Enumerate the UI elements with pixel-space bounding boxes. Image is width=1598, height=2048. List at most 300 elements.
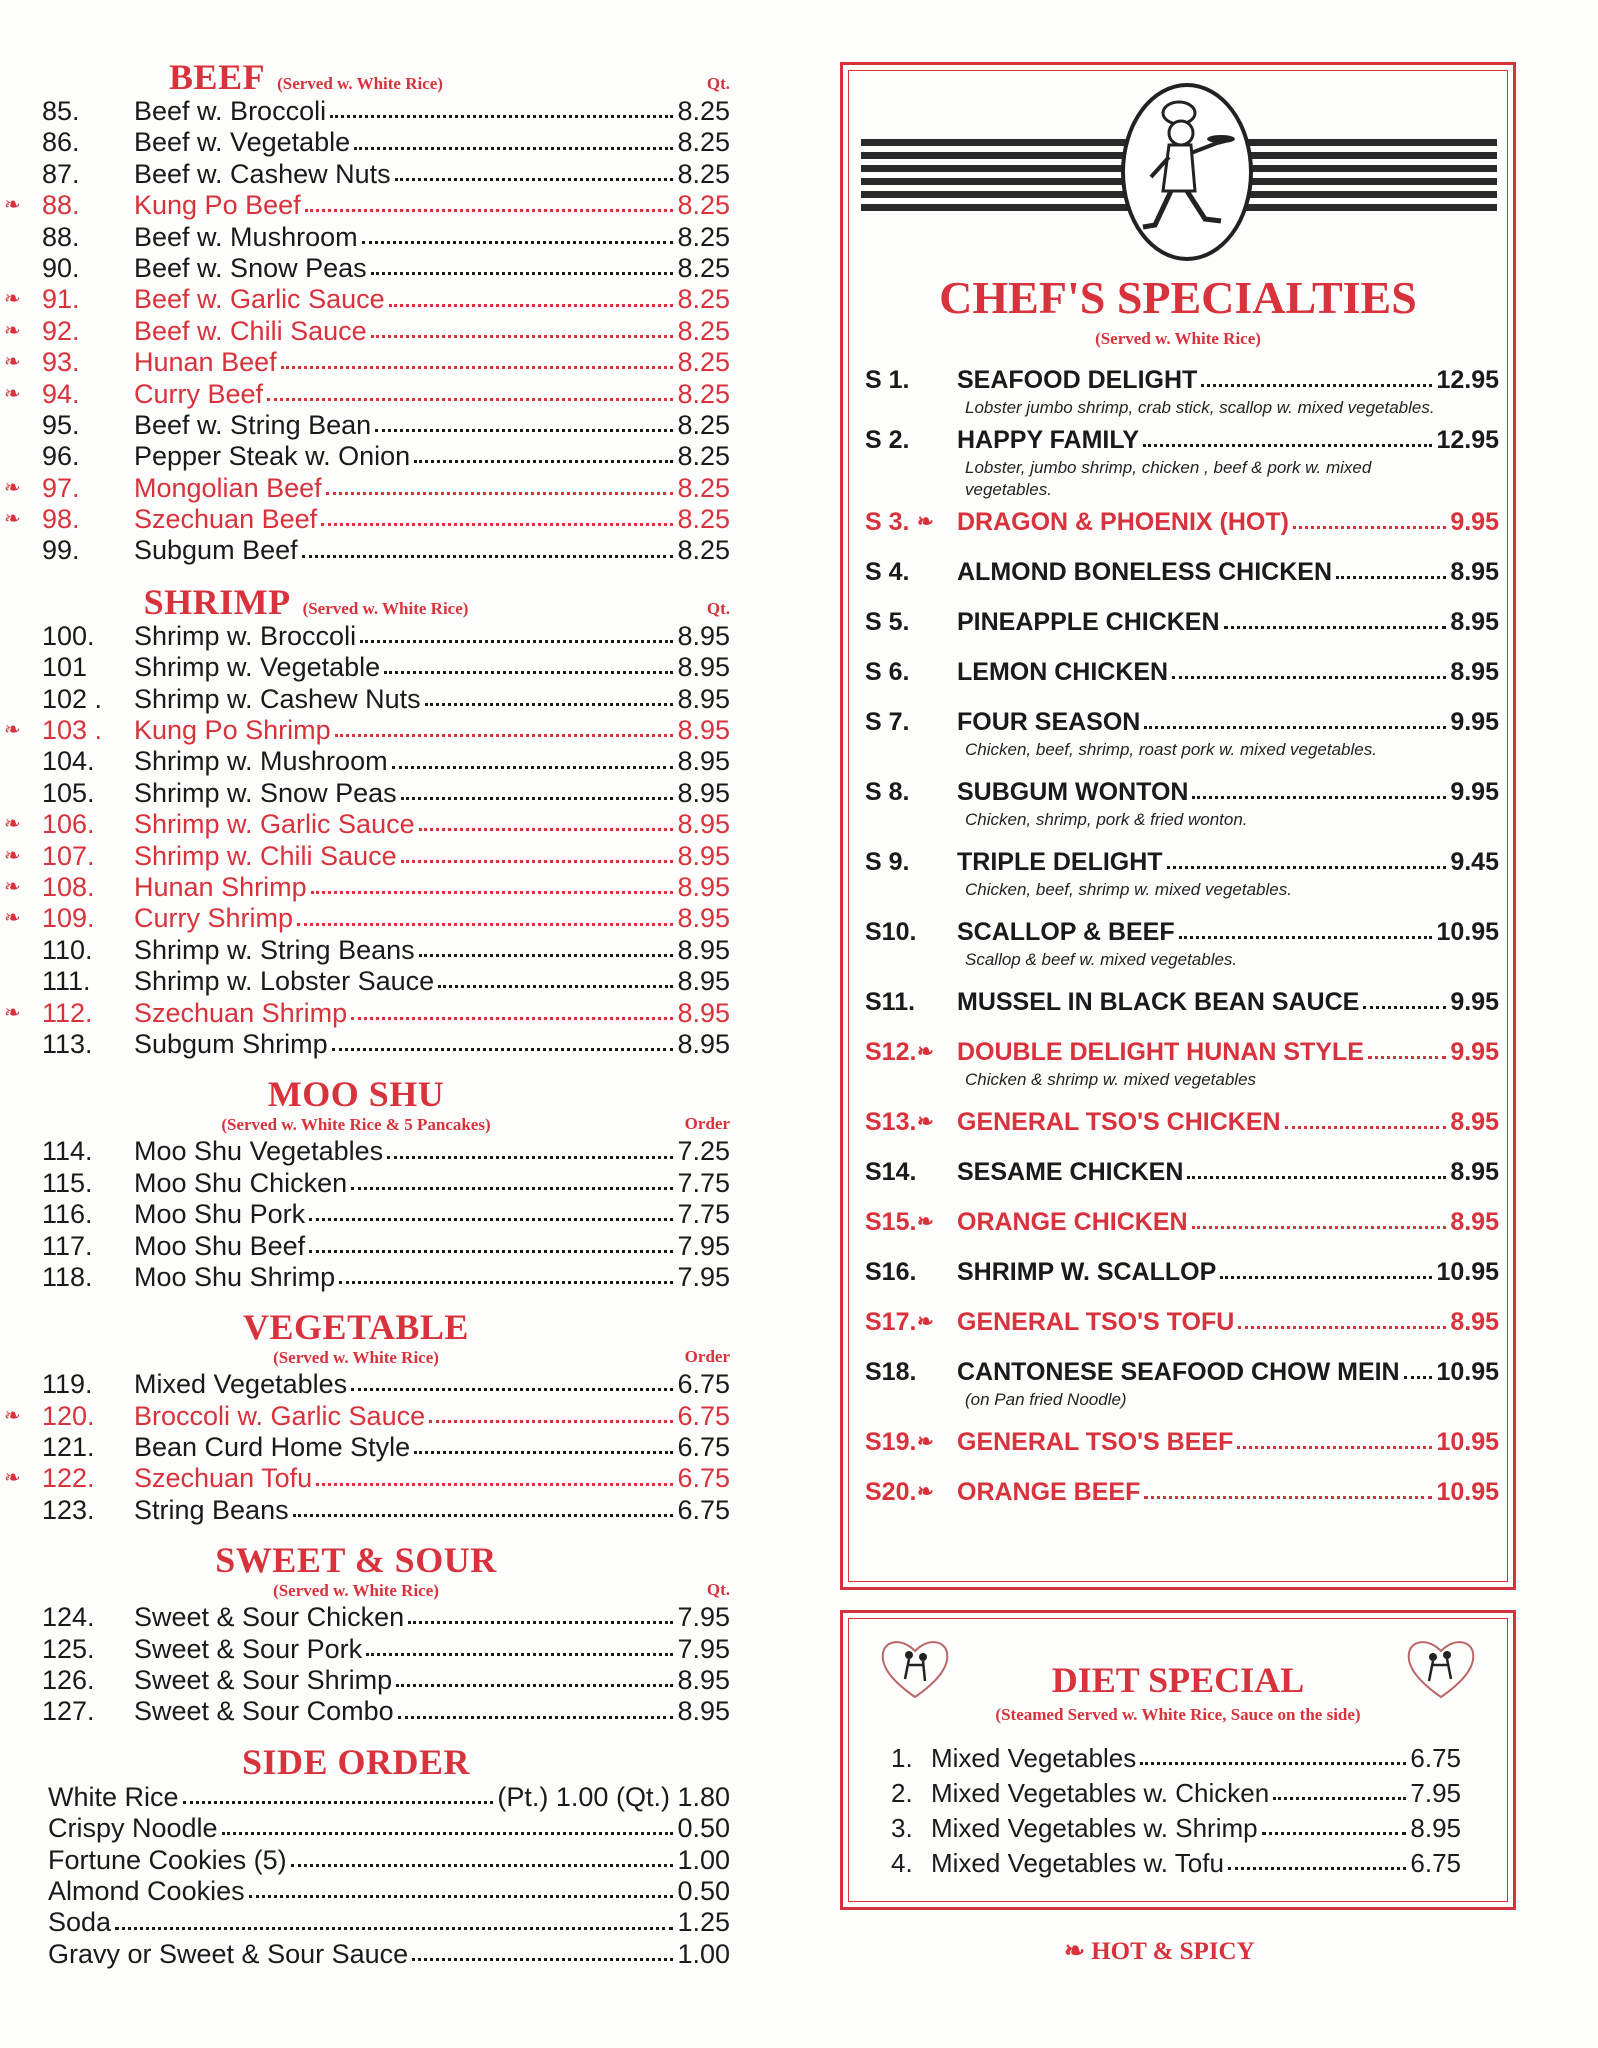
item-name: Shrimp w. Lobster Sauce xyxy=(134,966,435,997)
side-list xyxy=(42,1782,730,1970)
vegetable-title: VEGETABLE xyxy=(243,1307,469,1348)
menu-item-row xyxy=(42,1939,730,1970)
pepper-icon: ❧ xyxy=(4,813,21,836)
specialty-code: S12. xyxy=(865,1038,917,1066)
specialty-name: SEAFOOD DELIGHT xyxy=(957,366,1198,394)
specialty-name: DOUBLE DELIGHT HUNAN STYLE xyxy=(957,1038,1364,1066)
pepper-icon: ❧ xyxy=(4,1001,21,1024)
dot-leader xyxy=(1167,866,1447,869)
dot-leader xyxy=(419,954,674,957)
side-header xyxy=(42,1742,730,1782)
item-price: 8.95 xyxy=(677,715,730,746)
menu-item-row xyxy=(42,652,730,683)
item-name: Moo Shu Chicken xyxy=(134,1167,348,1198)
pepper-icon: ❧ xyxy=(4,351,21,374)
pepper-icon: ❧ xyxy=(917,1111,934,1133)
dot-leader xyxy=(1237,1446,1432,1449)
item-number: 104. xyxy=(42,746,95,777)
dot-leader xyxy=(429,1420,673,1423)
item-price: 8.95 xyxy=(677,809,730,840)
chefs-specialties-list xyxy=(865,363,1499,1525)
item-name: Shrimp w. Cashew Nuts xyxy=(134,683,421,714)
dot-leader xyxy=(408,1621,673,1624)
dot-leader xyxy=(222,1832,674,1835)
specialty-line xyxy=(865,985,1499,1019)
specialty-code: S20. xyxy=(865,1478,917,1506)
menu-item-row xyxy=(42,621,730,652)
item-price: 8.95 xyxy=(677,620,730,651)
menu-item-row xyxy=(4,1400,730,1432)
item-name: Hunan Shrimp xyxy=(134,871,307,902)
shrimp-note: (Served w. White Rice) xyxy=(302,598,469,618)
item-price: 1.25 xyxy=(677,1907,730,1938)
chefs-specialties-note: (Served w. White Rice) xyxy=(1095,329,1261,348)
dot-leader xyxy=(332,1048,674,1051)
item-number: 126. xyxy=(42,1665,95,1696)
specialty-line xyxy=(865,1205,1499,1239)
menu-item-row xyxy=(42,253,730,284)
specialty-name: GENERAL TSO'S TOFU xyxy=(957,1308,1235,1336)
specialty-name: HAPPY FAMILY xyxy=(957,426,1139,454)
item-name: Kung Po Beef xyxy=(134,190,301,221)
menu-item-row xyxy=(42,1432,730,1463)
item-name: Beef w. Vegetable xyxy=(134,127,351,158)
item-name: Mongolian Beef xyxy=(134,472,322,503)
dot-leader xyxy=(309,1218,673,1221)
specialty-item xyxy=(865,705,1499,761)
specialty-item xyxy=(865,655,1499,689)
item-price: 7.95 xyxy=(1410,1778,1461,1808)
specialty-line xyxy=(865,915,1499,949)
dot-leader xyxy=(366,1653,673,1656)
item-number: 94. xyxy=(42,378,80,409)
item-name: Shrimp w. String Beans xyxy=(134,934,415,965)
specialty-price: 12.95 xyxy=(1436,366,1499,394)
specialty-description: Lobster jumbo shrimp, crab stick, scallop w. mixed vegetables. xyxy=(965,398,1435,417)
shrimp-list xyxy=(4,620,730,1060)
item-number: 99. xyxy=(42,535,80,566)
diet-item-row xyxy=(891,1846,1461,1881)
chef-waiter-icon xyxy=(1121,83,1253,261)
item-name: Bean Curd Home Style xyxy=(134,1432,411,1463)
dot-leader xyxy=(1192,796,1446,799)
diet-special-box xyxy=(840,1610,1516,1910)
diet-special-list xyxy=(891,1741,1461,1881)
menu-item-row xyxy=(42,535,730,566)
item-number: 127. xyxy=(42,1696,95,1727)
specialty-code: S 1. xyxy=(865,366,910,394)
menu-item-row xyxy=(42,96,730,127)
item-price: 8.25 xyxy=(677,347,730,378)
specialty-code: S 5. xyxy=(865,608,910,636)
item-number: 116. xyxy=(42,1199,93,1230)
specialty-name: ALMOND BONELESS CHICKEN xyxy=(957,558,1333,586)
item-price: 7.75 xyxy=(677,1199,730,1230)
item-number: 88. xyxy=(42,190,80,221)
item-number: 110. xyxy=(42,934,93,965)
specialty-description: Chicken, shrimp, pork & fried wonton. xyxy=(965,810,1248,829)
dot-leader xyxy=(1224,626,1447,629)
dot-leader xyxy=(1368,1056,1446,1059)
item-price: 6.75 xyxy=(677,1432,730,1463)
menu-item-row xyxy=(4,347,730,378)
specialty-line xyxy=(865,555,1499,589)
menu-item-row xyxy=(4,871,730,903)
dancing-couple-heart-icon xyxy=(879,1635,951,1701)
item-number: 1. xyxy=(891,1743,913,1773)
pepper-icon: ❧ xyxy=(4,1404,21,1427)
menu-item-row xyxy=(42,1665,730,1696)
pepper-icon: ❧ xyxy=(917,1431,934,1453)
menu-item-row xyxy=(42,1845,730,1876)
specialty-price: 9.45 xyxy=(1450,848,1499,876)
item-name: String Beans xyxy=(134,1494,289,1525)
specialty-line xyxy=(865,1255,1499,1289)
item-number: 125. xyxy=(42,1633,95,1664)
vegetable-list xyxy=(4,1369,730,1526)
beef-unit: Qt. xyxy=(706,74,730,93)
menu-item-row xyxy=(4,315,730,347)
mooshu-header xyxy=(42,1074,730,1136)
item-number: 113. xyxy=(42,1028,93,1059)
item-number: 3. xyxy=(891,1813,913,1843)
specialty-code: S10. xyxy=(865,918,917,946)
specialty-price: 10.95 xyxy=(1436,1478,1499,1506)
diet-item-row xyxy=(891,1811,1461,1846)
pepper-icon: ❧ xyxy=(4,319,21,342)
item-price: 8.25 xyxy=(677,441,730,472)
dot-leader xyxy=(297,923,673,926)
specialty-line xyxy=(865,505,1499,539)
item-price: 0.50 xyxy=(677,1813,730,1844)
item-number: 90. xyxy=(42,252,80,283)
specialty-name: GENERAL TSO'S CHICKEN xyxy=(957,1108,1281,1136)
item-name: Mixed Vegetables w. Shrimp xyxy=(931,1813,1258,1843)
specialty-item xyxy=(865,363,1499,419)
specialty-name: SESAME CHICKEN xyxy=(957,1158,1184,1186)
dot-leader xyxy=(316,1483,673,1486)
specialty-price: 8.95 xyxy=(1450,558,1499,586)
specialty-item xyxy=(865,423,1499,501)
item-name: Sweet & Sour Shrimp xyxy=(134,1665,393,1696)
dot-leader xyxy=(1363,1006,1446,1009)
item-price: 8.95 xyxy=(677,871,730,902)
item-price: 1.00 xyxy=(677,1938,730,1969)
specialty-price: 9.95 xyxy=(1450,708,1499,736)
item-number: 93. xyxy=(42,347,80,378)
item-price: 8.25 xyxy=(677,284,730,315)
menu-item-row xyxy=(4,715,730,746)
item-name: Beef w. Garlic Sauce xyxy=(134,284,385,315)
menu-item-row xyxy=(42,684,730,715)
item-number: 102 . xyxy=(42,683,103,714)
specialty-name: FOUR SEASON xyxy=(957,708,1141,736)
specialty-item xyxy=(865,845,1499,901)
menu-item-row xyxy=(4,504,730,535)
dot-leader xyxy=(302,555,674,558)
mooshu-note: (Served w. White Rice & 5 Pancakes) xyxy=(221,1115,491,1135)
menu-item-row xyxy=(4,997,730,1029)
item-price: 7.95 xyxy=(677,1261,730,1292)
vegetable-unit: Order xyxy=(684,1347,730,1367)
item-price: 6.75 xyxy=(677,1463,730,1494)
dot-leader xyxy=(1179,936,1433,939)
chefs-specialties-box xyxy=(840,62,1516,1590)
item-name: Crispy Noodle xyxy=(48,1813,218,1844)
item-name: Subgum Beef xyxy=(134,535,298,566)
specialty-description: Chicken, beef, shrimp, roast pork w. mixed vegetables. xyxy=(965,740,1377,759)
specialty-line xyxy=(865,1425,1499,1459)
specialty-price: 10.95 xyxy=(1436,918,1499,946)
dot-leader xyxy=(384,671,673,674)
dot-leader xyxy=(293,1514,674,1517)
menu-item-row xyxy=(4,378,730,410)
specialty-item xyxy=(865,505,1499,539)
dot-leader xyxy=(419,828,674,831)
item-price: 6.75 xyxy=(1410,1743,1461,1773)
item-price: 8.25 xyxy=(677,96,730,126)
specialty-code: S11. xyxy=(865,988,916,1016)
item-price: 6.75 xyxy=(677,1400,730,1431)
specialty-code: S 6. xyxy=(865,658,910,686)
hot-spicy-label: HOT & SPICY xyxy=(1091,1938,1255,1965)
beef-note: (Served w. White Rice) xyxy=(277,74,443,93)
specialty-line xyxy=(865,1035,1499,1069)
dot-leader xyxy=(425,703,674,706)
dot-leader xyxy=(414,460,673,463)
pepper-icon: ❧ xyxy=(917,1311,934,1333)
dot-leader xyxy=(351,1388,673,1391)
item-name: Beef w. Mushroom xyxy=(134,221,358,252)
specialty-item xyxy=(865,1105,1499,1139)
item-name: Moo Shu Vegetables xyxy=(134,1136,384,1167)
item-price: 6.75 xyxy=(677,1494,730,1525)
item-number: 97. xyxy=(42,472,80,503)
mooshu-unit: Order xyxy=(684,1114,730,1134)
item-price: 8.95 xyxy=(677,903,730,934)
menu-item-row xyxy=(42,966,730,997)
specialty-code: S 8. xyxy=(865,778,910,806)
dot-leader xyxy=(1144,726,1446,729)
shrimp-header xyxy=(42,581,730,621)
item-name: Shrimp w. Mushroom xyxy=(134,746,388,777)
specialty-price: 10.95 xyxy=(1436,1428,1499,1456)
dot-leader xyxy=(387,1156,673,1159)
specialty-line xyxy=(865,1155,1499,1189)
item-name: Shrimp w. Snow Peas xyxy=(134,777,397,808)
item-number: 112. xyxy=(42,997,93,1028)
specialty-line xyxy=(865,363,1499,397)
specialty-code: S18. xyxy=(865,1358,917,1386)
dot-leader xyxy=(115,1927,673,1930)
item-name: Shrimp w. Vegetable xyxy=(134,652,381,683)
specialty-name: SUBGUM WONTON xyxy=(957,778,1189,806)
specialty-price: 9.95 xyxy=(1450,778,1499,806)
dot-leader xyxy=(1220,1276,1432,1279)
item-number: 91. xyxy=(42,284,80,315)
header-stripes xyxy=(861,139,1497,217)
item-number: 124. xyxy=(42,1602,95,1633)
specialty-item xyxy=(865,1205,1499,1239)
pepper-icon: ❧ xyxy=(4,476,21,499)
specialty-line xyxy=(865,775,1499,809)
menu-item-row xyxy=(4,1463,730,1494)
item-number: 86. xyxy=(42,127,80,158)
item-price: 8.95 xyxy=(677,652,730,683)
dot-leader xyxy=(351,1187,673,1190)
item-number: 101 xyxy=(42,652,88,683)
specialty-code: S 9. xyxy=(865,848,910,876)
specialty-code: S17. xyxy=(865,1308,917,1336)
specialty-price: 8.95 xyxy=(1450,1208,1499,1236)
dot-leader xyxy=(330,115,673,118)
dot-leader xyxy=(339,1281,673,1284)
specialty-price: 8.95 xyxy=(1450,608,1499,636)
specialty-name: MUSSEL IN BLACK BEAN SAUCE xyxy=(957,988,1360,1016)
specialty-item xyxy=(865,1155,1499,1189)
specialty-code: S 4. xyxy=(865,558,910,586)
item-price: 8.25 xyxy=(677,221,730,252)
dot-leader xyxy=(291,1864,674,1867)
item-number: 85. xyxy=(42,96,80,126)
item-name: Subgum Shrimp xyxy=(134,1028,328,1059)
item-number: 108. xyxy=(42,871,95,902)
menu-item-row xyxy=(42,1168,730,1199)
specialty-price: 10.95 xyxy=(1436,1358,1499,1386)
item-number: 117. xyxy=(42,1230,93,1261)
pepper-icon: ❧ xyxy=(1064,1938,1085,1965)
dot-leader xyxy=(321,523,673,526)
dot-leader xyxy=(401,860,674,863)
menu-item-row xyxy=(42,410,730,441)
item-name: Sweet & Sour Combo xyxy=(134,1696,394,1727)
dot-leader xyxy=(398,1716,674,1719)
specialty-name: ORANGE BEEF xyxy=(957,1478,1141,1506)
menu-item-row xyxy=(42,1262,730,1293)
pepper-icon: ❧ xyxy=(4,1467,21,1490)
side-title: SIDE ORDER xyxy=(241,1741,471,1782)
item-price: 8.25 xyxy=(677,315,730,346)
item-price: 7.75 xyxy=(677,1167,730,1198)
dot-leader xyxy=(1273,1797,1406,1800)
menu-item-row xyxy=(42,222,730,253)
mooshu-title: MOO SHU xyxy=(267,1074,445,1115)
dot-leader xyxy=(1285,1126,1447,1129)
specialty-code: S14. xyxy=(865,1158,917,1186)
diet-item-row xyxy=(891,1741,1461,1776)
menu-item-row xyxy=(4,903,730,934)
item-price: 7.95 xyxy=(677,1633,730,1664)
sweetsour-list xyxy=(42,1602,730,1728)
beef-title: BEEF xyxy=(169,57,266,97)
item-name: Gravy or Sweet & Sour Sauce xyxy=(48,1938,409,1969)
menu-item-row xyxy=(42,1696,730,1727)
dot-leader xyxy=(351,1017,673,1020)
item-number: 109. xyxy=(42,903,95,934)
item-price: 8.95 xyxy=(677,1028,730,1059)
specialty-code: S 2. xyxy=(865,426,910,454)
item-price: 8.25 xyxy=(677,378,730,409)
item-name: Hunan Beef xyxy=(134,347,277,378)
item-number: 120. xyxy=(42,1400,95,1431)
item-price: 7.25 xyxy=(677,1136,730,1167)
item-number: 115. xyxy=(42,1167,93,1198)
item-price: 8.25 xyxy=(677,472,730,503)
item-name: Fortune Cookies (5) xyxy=(48,1844,287,1875)
item-price: 6.75 xyxy=(1410,1848,1461,1878)
item-name: Beef w. Snow Peas xyxy=(134,252,367,283)
item-number: 4. xyxy=(891,1848,913,1878)
specialty-description: Scallop & beef w. mixed vegetables. xyxy=(965,950,1238,969)
dancing-couple-heart-icon xyxy=(1405,1635,1477,1701)
item-price: 8.95 xyxy=(677,934,730,965)
specialty-code: S19. xyxy=(865,1428,917,1456)
item-price: 8.95 xyxy=(677,746,730,777)
item-name: Moo Shu Pork xyxy=(134,1199,306,1230)
specialty-price: 12.95 xyxy=(1436,426,1499,454)
item-number: 118. xyxy=(42,1261,93,1292)
shrimp-title: SHRIMP xyxy=(143,581,291,622)
item-number: 114. xyxy=(42,1136,93,1167)
item-price: 8.95 xyxy=(1410,1813,1461,1843)
menu-item-row xyxy=(42,1199,730,1230)
diet-item-row xyxy=(891,1776,1461,1811)
dot-leader xyxy=(1143,444,1432,447)
dot-leader xyxy=(1187,1176,1446,1179)
specialty-code: S13. xyxy=(865,1108,917,1136)
specialty-price: 9.95 xyxy=(1450,1038,1499,1066)
menu-item-row xyxy=(42,746,730,777)
dot-leader xyxy=(392,766,674,769)
dot-leader xyxy=(395,178,674,181)
specialty-line xyxy=(865,1105,1499,1139)
specialty-description: (on Pan fried Noodle) xyxy=(965,1390,1127,1409)
dot-leader xyxy=(309,1250,673,1253)
dot-leader xyxy=(389,304,674,307)
specialty-price: 8.95 xyxy=(1450,1108,1499,1136)
sweetsour-unit: Qt. xyxy=(706,1580,730,1600)
item-price: 7.95 xyxy=(677,1602,730,1633)
specialty-price: 9.95 xyxy=(1450,988,1499,1016)
item-number: 107. xyxy=(42,840,95,871)
specialty-line xyxy=(865,705,1499,739)
item-name: Szechuan Tofu xyxy=(134,1463,313,1494)
mooshu-list xyxy=(42,1136,730,1293)
dot-leader xyxy=(183,1801,494,1804)
item-price: 7.95 xyxy=(677,1230,730,1261)
dot-leader xyxy=(1238,1326,1446,1329)
item-name: Szechuan Shrimp xyxy=(134,997,348,1028)
menu-item-row xyxy=(42,1876,730,1907)
specialty-code: S16. xyxy=(865,1258,917,1286)
item-name: Shrimp w. Chili Sauce xyxy=(134,840,397,871)
item-name: Almond Cookies xyxy=(48,1875,245,1906)
item-price: 8.95 xyxy=(677,777,730,808)
pepper-icon: ❧ xyxy=(917,1211,934,1233)
dot-leader xyxy=(311,891,674,894)
dot-leader xyxy=(401,797,674,800)
item-price: 8.95 xyxy=(677,840,730,871)
specialty-name: CANTONESE SEAFOOD CHOW MEIN xyxy=(957,1358,1400,1386)
dot-leader xyxy=(412,1958,673,1961)
specialty-item xyxy=(865,1425,1499,1459)
item-name: Pepper Steak w. Onion xyxy=(134,441,411,472)
specialty-name: PINEAPPLE CHICKEN xyxy=(957,608,1220,636)
item-name: Shrimp w. Garlic Sauce xyxy=(134,809,415,840)
menu-item-row xyxy=(42,1813,730,1844)
item-number: 100. xyxy=(42,620,95,651)
pepper-icon: ❧ xyxy=(4,844,21,867)
